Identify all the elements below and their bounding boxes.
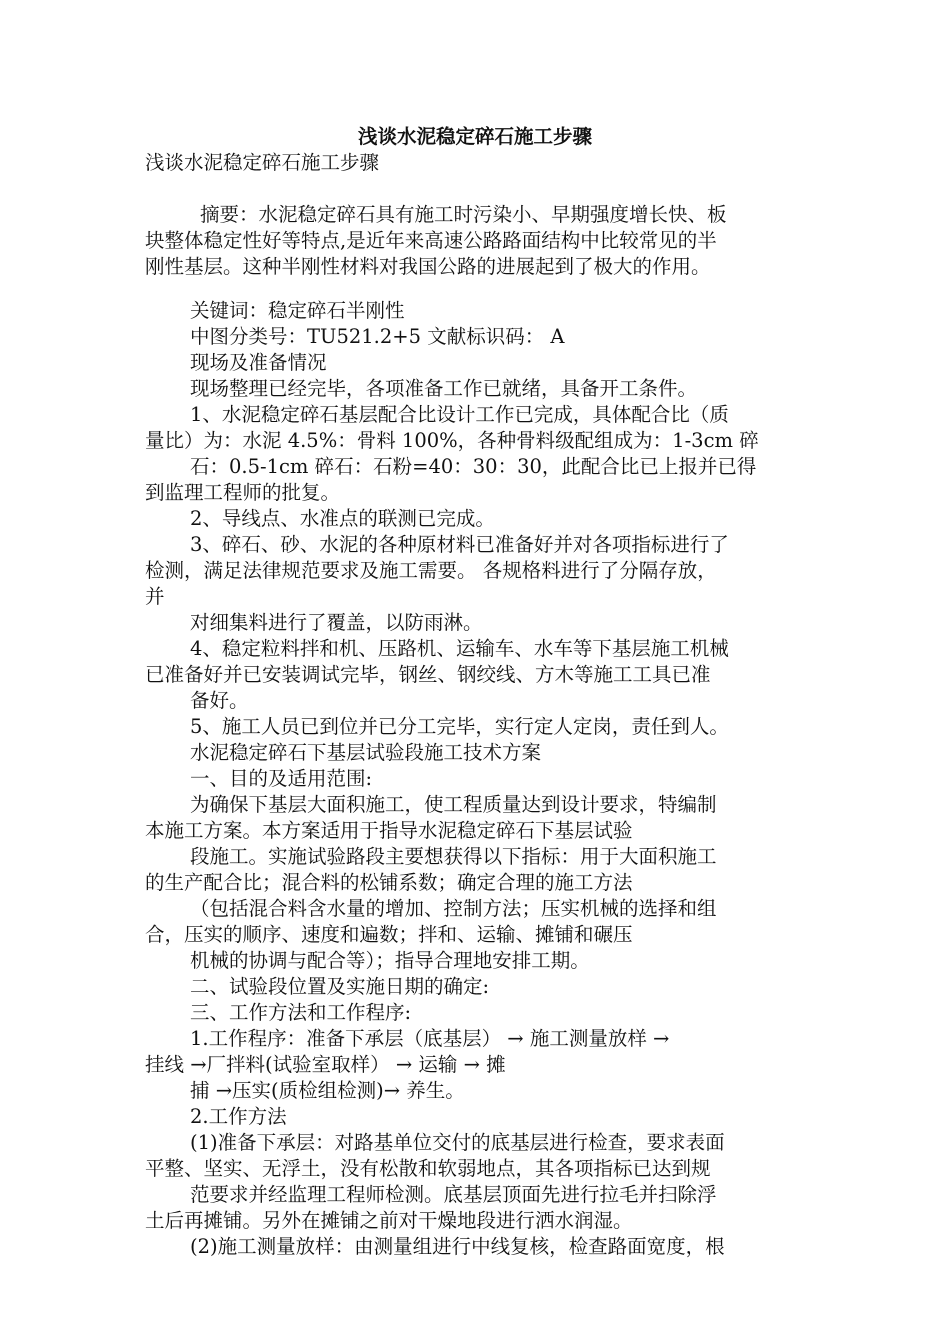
paragraph-line: 并 [145,585,165,608]
paragraph-line: 对细集料进行了覆盖，以防雨淋。 [190,611,483,634]
paragraph-line: 现场整理已经完毕，各项准备工作已就绪，具备开工条件。 [190,377,698,400]
paragraph-line: 到监理工程师的批复。 [145,481,341,504]
paragraph-line: 范要求并经监理工程师检测。底基层顶面先进行拉毛并扫除浮 [190,1183,717,1206]
paragraph-line: 摘要：水泥稳定碎石具有施工时污染小、早期强度增长快、板 [200,203,727,226]
paragraph-line: 的生产配合比；混合料的松铺系数；确定合理的施工方法 [145,871,633,894]
paragraph-line: 石：0.5-1cm 碎石：石粉=40：30：30，此配合比已上报并已得 [190,455,757,478]
paragraph-line: （包括混合料含水量的增加、控制方法；压实机械的选择和组 [190,897,717,920]
paragraph-line: (2)施工测量放样：由测量组进行中线复核，检查路面宽度，根 [190,1235,725,1258]
subtitle-line: 浅谈水泥稳定碎石施工步骤 [145,151,380,174]
paragraph-line: 中图分类号：TU521.2+5 文献标识码： A [190,325,565,348]
paragraph-line: 2、导线点、水准点的联测已完成。 [190,507,495,530]
paragraph-line: 刚性基层。这种半刚性材料对我国公路的进展起到了极大的作用。 [145,255,711,278]
paragraph-line: 本施工方案。本方案适用于指导水泥稳定碎石下基层试验 [145,819,633,842]
paragraph-line: 平整、坚实、无浮土，没有松散和软弱地点，其各项指标已达到规 [145,1157,711,1180]
paragraph-line: 关键词：稳定碎石半刚性 [190,299,405,322]
paragraph-line: 土后再摊铺。另外在摊铺之前对干燥地段进行洒水润湿。 [145,1209,633,1232]
paragraph-line: 为确保下基层大面积施工，使工程质量达到设计要求，特编制 [190,793,717,816]
paragraph-line: 一、目的及适用范围: [190,767,373,790]
paragraph-line: 二、试验段位置及实施日期的确定: [190,975,490,998]
document-title: 浅谈水泥稳定碎石施工步骤 [357,125,592,148]
paragraph-line: 段施工。实施试验路段主要想获得以下指标：用于大面积施工 [190,845,717,868]
paragraph-line: 检测，满足法律规范要求及施工需要。 各规格料进行了分隔存放， [145,559,717,582]
paragraph-line: 机械的协调与配合等）；指导合理地安排工期。 [190,949,590,972]
paragraph-line: 块整体稳定性好等特点,是近年来高速公路路面结构中比较常见的半 [145,229,717,252]
paragraph-line: 水泥稳定碎石下基层试验段施工技术方案 [190,741,542,764]
paragraph-line: 备好。 [190,689,249,712]
paragraph-line: (1)准备下承层：对路基单位交付的底基层进行检查，要求表面 [190,1131,725,1154]
paragraph-line: 量比）为：水泥 4.5%：骨料 100%，各种骨料级配组成为：1-3cm 碎 [145,429,759,452]
paragraph-line: 3、碎石、砂、水泥的各种原材料已准备好并对各项指标进行了 [190,533,729,556]
paragraph-line: 已准备好并已安装调试完毕，钢丝、钢绞线、方木等施工工具已准 [145,663,711,686]
paragraph-line: 5、施工人员已到位并已分工完毕，实行定人定岗，责任到人。 [190,715,729,738]
paragraph-line: 现场及准备情况 [190,351,327,374]
paragraph-line: 合，压实的顺序、速度和遍数；拌和、运输、摊铺和碾压 [145,923,633,946]
paragraph-line: 三、工作方法和工作程序: [190,1001,412,1024]
paragraph-line: 挂线 →厂拌料(试验室取样） → 运输 → 摊 [145,1053,506,1076]
paragraph-line: 捕 →压实(质检组检测)→ 养生。 [190,1079,465,1102]
paragraph-line: 1.工作程序：准备下承层（底基层） → 施工测量放样 → [190,1027,670,1050]
paragraph-line: 1、水泥稳定碎石基层配合比设计工作已完成，具体配合比（质 [190,403,729,426]
paragraph-line: 2.工作方法 [190,1105,287,1128]
paragraph-line: 4、稳定粒料拌和机、压路机、运输车、水车等下基层施工机械 [190,637,729,660]
